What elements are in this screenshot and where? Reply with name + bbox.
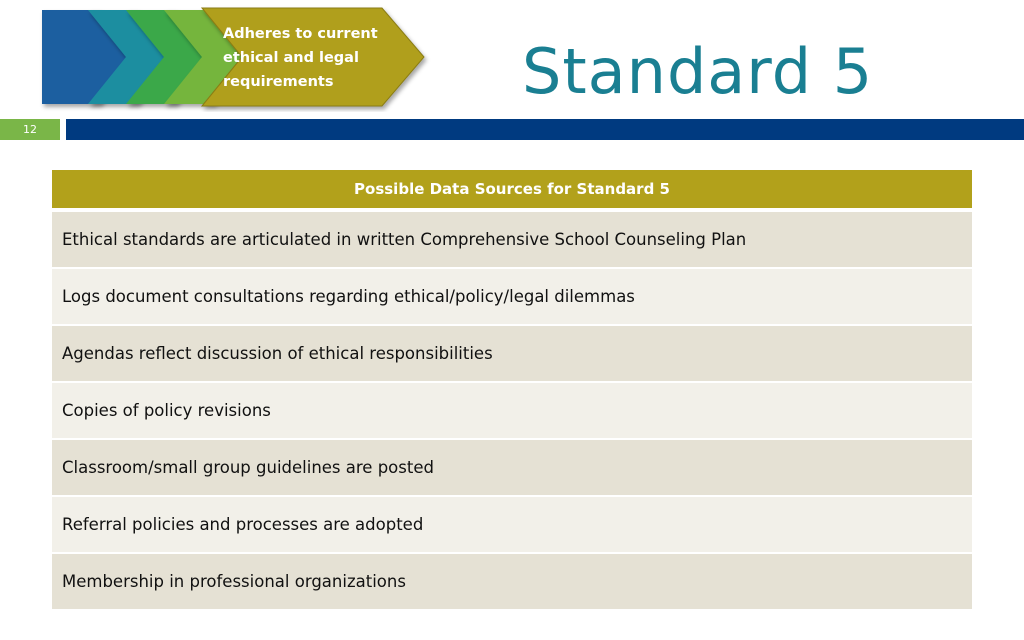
table-row: Logs document consultations regarding ethical/policy/legal dilemmas: [52, 269, 972, 326]
slide-number: 12: [0, 119, 60, 140]
data-sources-table: [52, 170, 972, 611]
table-row: Agendas reflect discussion of ethical responsibilities: [52, 326, 972, 383]
page-title: Standard 5: [522, 35, 874, 108]
divider-bar: [66, 119, 1024, 140]
table-row: Copies of policy revisions: [52, 383, 972, 440]
table-row: Membership in professional organizations: [52, 554, 972, 611]
table-row: Classroom/small group guidelines are posted: [52, 440, 972, 497]
table-header: Possible Data Sources for Standard 5: [52, 170, 972, 212]
table-row: Ethical standards are articulated in written Comprehensive School Counseling Plan: [52, 212, 972, 269]
table-row: Referral policies and processes are adopted: [52, 497, 972, 554]
chevron-label: Adheres to current ethical and legal requirements: [223, 26, 378, 90]
